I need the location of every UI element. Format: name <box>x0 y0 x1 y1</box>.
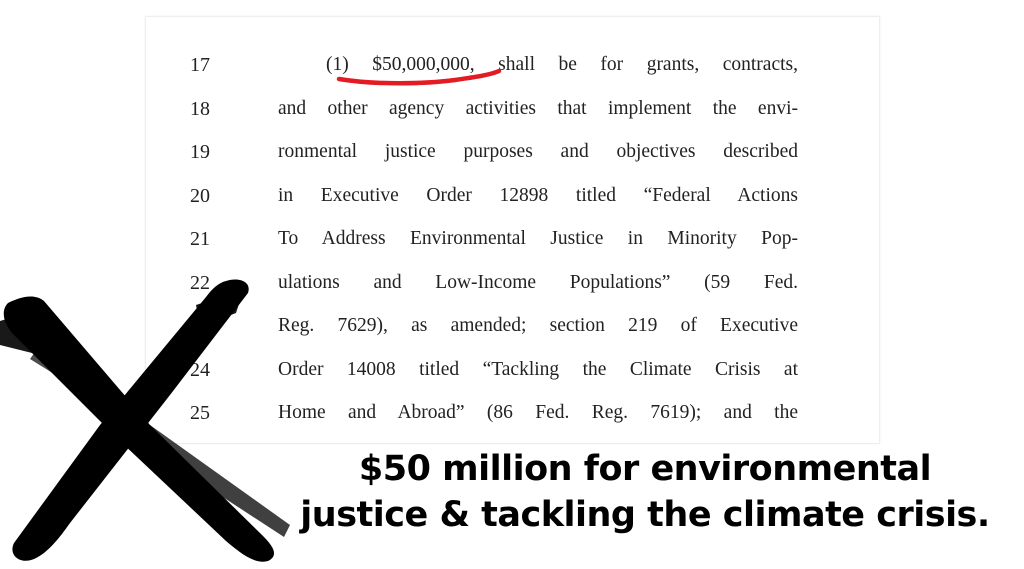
line-text: and other agency activities that implement the envi- <box>278 98 798 119</box>
bill-line <box>146 181 879 211</box>
line-text: To Address Environmental Justice in Minority Pop- <box>278 228 798 249</box>
bill-line <box>146 137 879 167</box>
line-text: (1) $50,000,000, shall be for grants, contracts, <box>326 54 798 75</box>
bill-line <box>146 94 879 124</box>
red-underline-mark <box>335 53 505 93</box>
cross-out-x-icon <box>0 275 295 565</box>
line-text: in Executive Order 12898 titled “Federal Actions <box>278 185 798 206</box>
line-number: 21 <box>190 228 210 250</box>
line-text: Order 14008 titled “Tackling the Climate Crisis at <box>278 359 798 380</box>
line-number: 19 <box>190 141 210 163</box>
line-text: ronmental justice purposes and objectives described <box>278 141 798 162</box>
line-number: 18 <box>190 98 210 120</box>
caption-line-2: justice & tackling the climate crisis. <box>300 495 990 535</box>
line-number: 17 <box>190 54 210 76</box>
line-text: ulations and Low-Income Populations” (59 Fed. <box>278 272 798 293</box>
bill-line <box>146 50 879 80</box>
bill-line <box>146 224 879 254</box>
line-number: 25 <box>190 402 210 424</box>
caption <box>270 446 1020 538</box>
line-number: 22 <box>190 272 210 294</box>
line-text: Reg. 7629), as amended; section 219 of Executive <box>278 315 798 336</box>
caption-line-1: $50 million for environmental <box>358 449 932 489</box>
line-number: 24 <box>190 359 210 381</box>
line-number: 20 <box>190 185 210 207</box>
line-text: Home and Abroad” (86 Fed. Reg. 7619); and the <box>278 402 798 423</box>
